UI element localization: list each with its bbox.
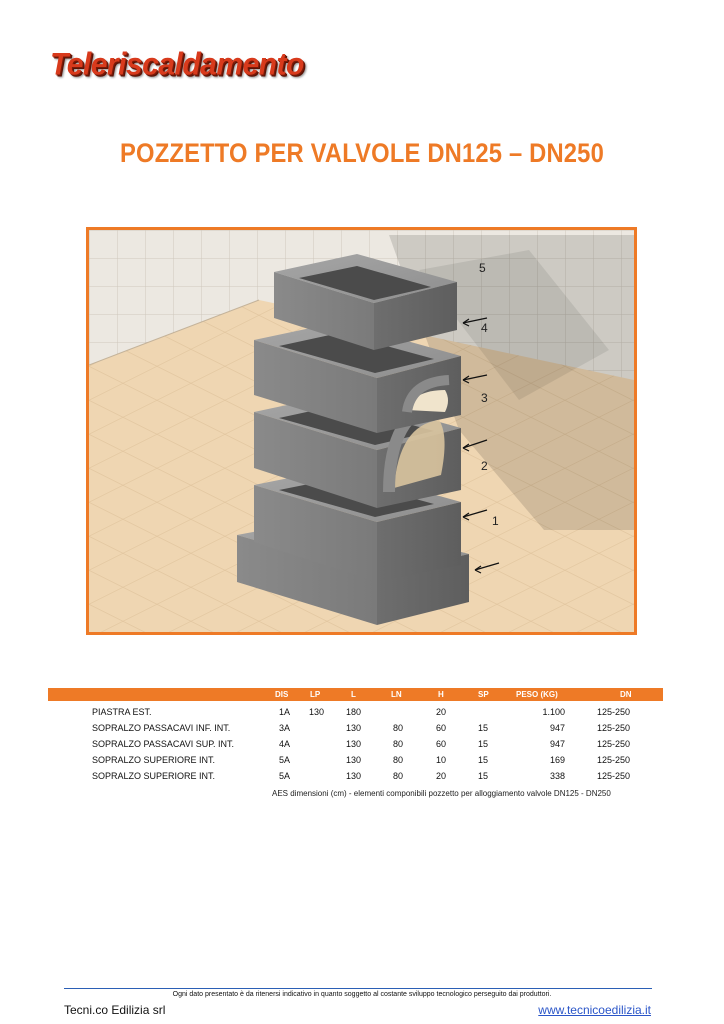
cell-h: 60 xyxy=(436,723,447,733)
footer-disclaimer: Ogni dato presentato è da ritenersi indicativo in quanto soggetto al costante sviluppo tecnologico perseguito dai produttori. xyxy=(172,991,552,998)
cell-peso: 169 xyxy=(549,755,565,765)
page-title: POZZETTO PER VALVOLE DN125 – DN250 xyxy=(120,138,604,168)
illustration-svg xyxy=(89,230,634,632)
col-dis: DIS xyxy=(275,690,289,699)
cell-l: 130 xyxy=(346,723,362,733)
cell-h: 20 xyxy=(436,707,447,717)
cell-l: 180 xyxy=(346,707,362,717)
cell-lp: 130 xyxy=(309,707,325,717)
cell-name: SOPRALZO PASSACAVI INF. INT. xyxy=(92,723,231,733)
cell-peso: 1.100 xyxy=(542,707,565,717)
footer-company: Tecni.co Edilizia srl xyxy=(64,1003,166,1017)
col-peso: PESO (KG) xyxy=(516,690,558,699)
col-h: H xyxy=(438,690,444,699)
cell-dis: 5A xyxy=(279,755,291,765)
cell-sp: 15 xyxy=(478,755,489,765)
cell-name: SOPRALZO SUPERIORE INT. xyxy=(92,755,216,765)
col-l: L xyxy=(351,690,356,699)
col-dn: DN xyxy=(620,690,632,699)
cell-peso: 947 xyxy=(549,739,565,749)
cell-name: SOPRALZO PASSACAVI SUP. INT. xyxy=(92,739,235,749)
table-row xyxy=(0,769,724,785)
footer-rule xyxy=(64,988,652,989)
label-5: 5 xyxy=(479,261,486,275)
table-caption: AES dimensioni (cm) - elementi componibili pozzetto per alloggiamento valvole DN125 - DN250 xyxy=(272,789,611,798)
cell-dn: 125-250 xyxy=(597,771,631,781)
cell-ln: 80 xyxy=(393,771,404,781)
cell-sp: 15 xyxy=(478,739,489,749)
cell-l: 130 xyxy=(346,739,362,749)
cell-dis: 1A xyxy=(279,707,291,717)
label-1: 1 xyxy=(492,514,499,528)
cell-ln: 80 xyxy=(393,723,404,733)
table-row xyxy=(0,737,724,753)
website-link[interactable]: www.tecnicoedilizia.it xyxy=(538,1003,651,1017)
table-row xyxy=(0,753,724,769)
cell-ln: 80 xyxy=(393,755,404,765)
cell-h: 10 xyxy=(436,755,447,765)
cell-l: 130 xyxy=(346,771,362,781)
table-row xyxy=(0,721,724,737)
product-illustration xyxy=(86,227,637,635)
cell-ln: 80 xyxy=(393,739,404,749)
cell-sp: 15 xyxy=(478,771,489,781)
cell-dis: 4A xyxy=(279,739,291,749)
cell-dis: 5A xyxy=(279,771,291,781)
table-row xyxy=(0,705,724,721)
cell-dn: 125-250 xyxy=(597,707,631,717)
cell-dn: 125-250 xyxy=(597,755,631,765)
cell-h: 20 xyxy=(436,771,447,781)
cell-peso: 338 xyxy=(549,771,565,781)
col-ln: LN xyxy=(391,690,402,699)
cell-name: PIASTRA EST. xyxy=(92,707,152,717)
table-header xyxy=(48,688,663,701)
cell-name: SOPRALZO SUPERIORE INT. xyxy=(92,771,216,781)
cell-dis: 3A xyxy=(279,723,291,733)
cell-dn: 125-250 xyxy=(597,739,631,749)
label-3: 3 xyxy=(481,391,488,405)
col-lp: LP xyxy=(310,690,321,699)
brand-logo: Teleriscaldamento xyxy=(50,47,304,82)
cell-h: 60 xyxy=(436,739,447,749)
label-2: 2 xyxy=(481,459,488,473)
col-sp: SP xyxy=(478,690,489,699)
cell-peso: 947 xyxy=(549,723,565,733)
cell-l: 130 xyxy=(346,755,362,765)
cell-dn: 125-250 xyxy=(597,723,631,733)
label-4: 4 xyxy=(481,321,488,335)
cell-sp: 15 xyxy=(478,723,489,733)
